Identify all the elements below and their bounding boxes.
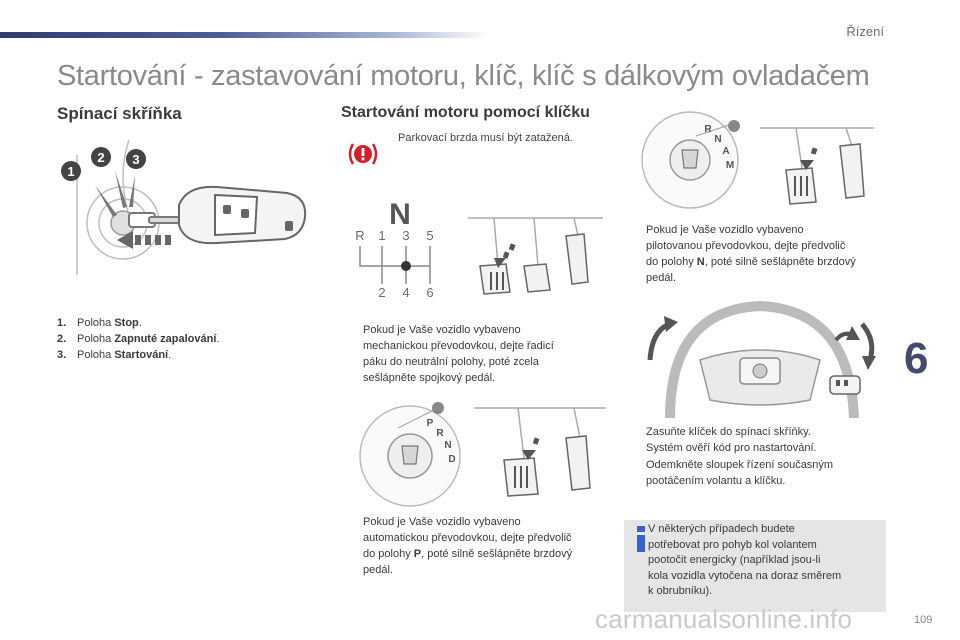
bullet-manual-gearbox: Pokud je Vaše vozidlo vybaveno mechanickou převodovkou, dejte řadicí páku do neutrální polohy, poté zcela sešlápněte spojkový pedál. [363,324,554,384]
header-bar [0,32,490,38]
svg-text:3: 3 [402,228,410,243]
svg-text:4: 4 [402,285,410,300]
warning-icon [346,142,380,171]
bullet-unlock-column: Odemkněte sloupek řízení současným pootáčením volantu a klíčku. [646,459,834,487]
piloted-gearbox-illustration [636,110,876,210]
legend-item: 3. Poloha Startování. [57,349,172,361]
svg-text:R: R [704,124,712,135]
chapter-number: 6 [904,334,929,383]
bullet-automatic-gearbox: Pokud je Vaše vozidlo vybaveno automatickou převodovkou, dejte předvolič do polohy P, poté silně sešlápněte brzdový pedál. [363,516,573,576]
svg-text:R: R [355,228,365,243]
legend-item: 1. Poloha Stop. [57,317,142,329]
svg-text:5: 5 [426,228,434,243]
section-name: Řízení [846,24,884,39]
page-number: 109 [914,614,933,626]
bullet-insert-key: Zasuňte klíček do spínací skříňky. Systém ověří kód pro nastartování. [646,426,817,454]
page-title: Startování - zastavování motoru, klíč, klíč s dálkovým ovladačem [57,60,870,92]
ignition-illustration [57,135,317,280]
position-legend [57,315,219,363]
legend-item: 2. Poloha Zapnuté zapalování. [57,333,220,345]
svg-text:6: 6 [426,285,434,300]
svg-text:N: N [714,134,722,145]
svg-text:1: 1 [378,228,386,243]
svg-text:M: M [725,160,735,171]
svg-text:A: A [722,146,730,157]
bullet-piloted-gearbox: Pokud je Vaše vozidlo vybaveno pilotovanou převodovkou, dejte předvolič do polohy N, poté silně sešlápněte brzdový pedál. [646,224,856,284]
svg-text:2: 2 [97,150,105,165]
svg-text:P: P [426,418,434,429]
gear-letter-n: N [389,198,411,231]
manual-gearbox-illustration [348,196,608,306]
svg-text:2: 2 [378,285,386,300]
heading-start-with-key: Startování motoru pomocí klíčku [341,104,590,121]
svg-text:N: N [444,440,452,451]
heading-ignition-switch: Spínací skříňka [57,104,182,123]
automatic-gearbox-illustration [358,398,608,508]
svg-text:3: 3 [132,152,140,167]
svg-text:1: 1 [67,164,75,179]
info-box [624,520,886,612]
info-text: V některých případech budete potřebovat pro pohyb kol volantem pootočit energicky (například jsou-li kola vozidla vytočena na doraz směrem k obrubníku). [648,523,842,597]
watermark: carmanualsonline.info [595,604,853,634]
svg-text:R: R [436,428,444,439]
info-icon [634,526,648,552]
svg-text:D: D [448,454,456,465]
steering-wheel-illustration [640,300,880,418]
